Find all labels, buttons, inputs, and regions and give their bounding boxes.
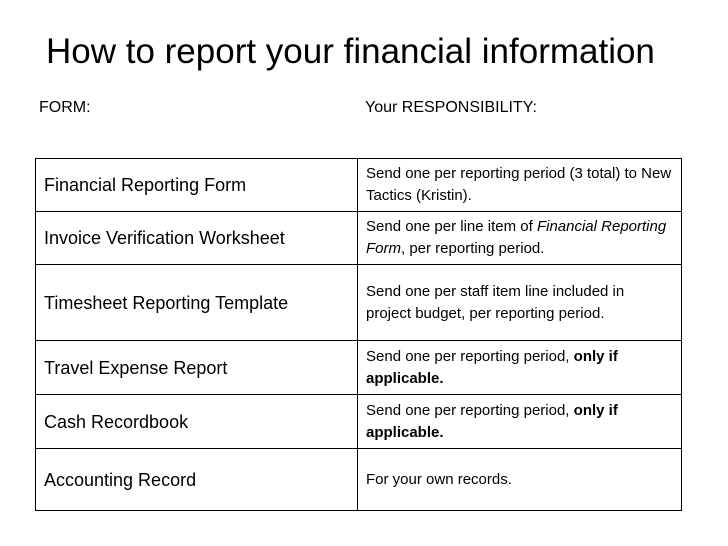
responsibility-cell: For your own records. (358, 449, 682, 511)
responsibility-text: , per reporting period. (401, 240, 545, 257)
table-row (36, 212, 682, 265)
form-name-cell: Travel Expense Report (36, 341, 358, 395)
responsibility-cell (358, 212, 682, 265)
form-column-header: FORM: (39, 99, 91, 116)
table-row (36, 159, 682, 212)
form-name-cell: Invoice Verification Worksheet (36, 212, 358, 265)
responsibility-cell: Send one per staff item line included in project budget, per reporting period. (358, 265, 682, 341)
table-row (36, 449, 682, 511)
form-name-cell: Timesheet Reporting Template (36, 265, 358, 341)
responsibility-emphasis: Financial Reporting Form (366, 218, 667, 257)
form-name-cell: Financial Reporting Form (36, 159, 358, 212)
form-name-cell: Accounting Record (36, 449, 358, 511)
responsibility-condition: only if applicable. (366, 401, 618, 441)
responsibility-condition: only if applicable. (366, 347, 618, 387)
responsibility-cell (358, 395, 682, 449)
reporting-table (35, 158, 682, 511)
table-row (36, 395, 682, 449)
table-row (36, 265, 682, 341)
responsibility-cell: Send one per reporting period (3 total) to New Tactics (Kristin). (358, 159, 682, 212)
responsibility-text: Send one per reporting period, (366, 401, 574, 419)
page-title: How to report your financial information (46, 32, 655, 71)
responsibility-text: Send one per reporting period, (366, 347, 574, 365)
responsibility-column-header: Your RESPONSIBILITY: (365, 99, 537, 116)
responsibility-cell (358, 341, 682, 395)
responsibility-text: Send one per line item of (366, 218, 537, 235)
form-name-cell: Cash Recordbook (36, 395, 358, 449)
table-row (36, 341, 682, 395)
